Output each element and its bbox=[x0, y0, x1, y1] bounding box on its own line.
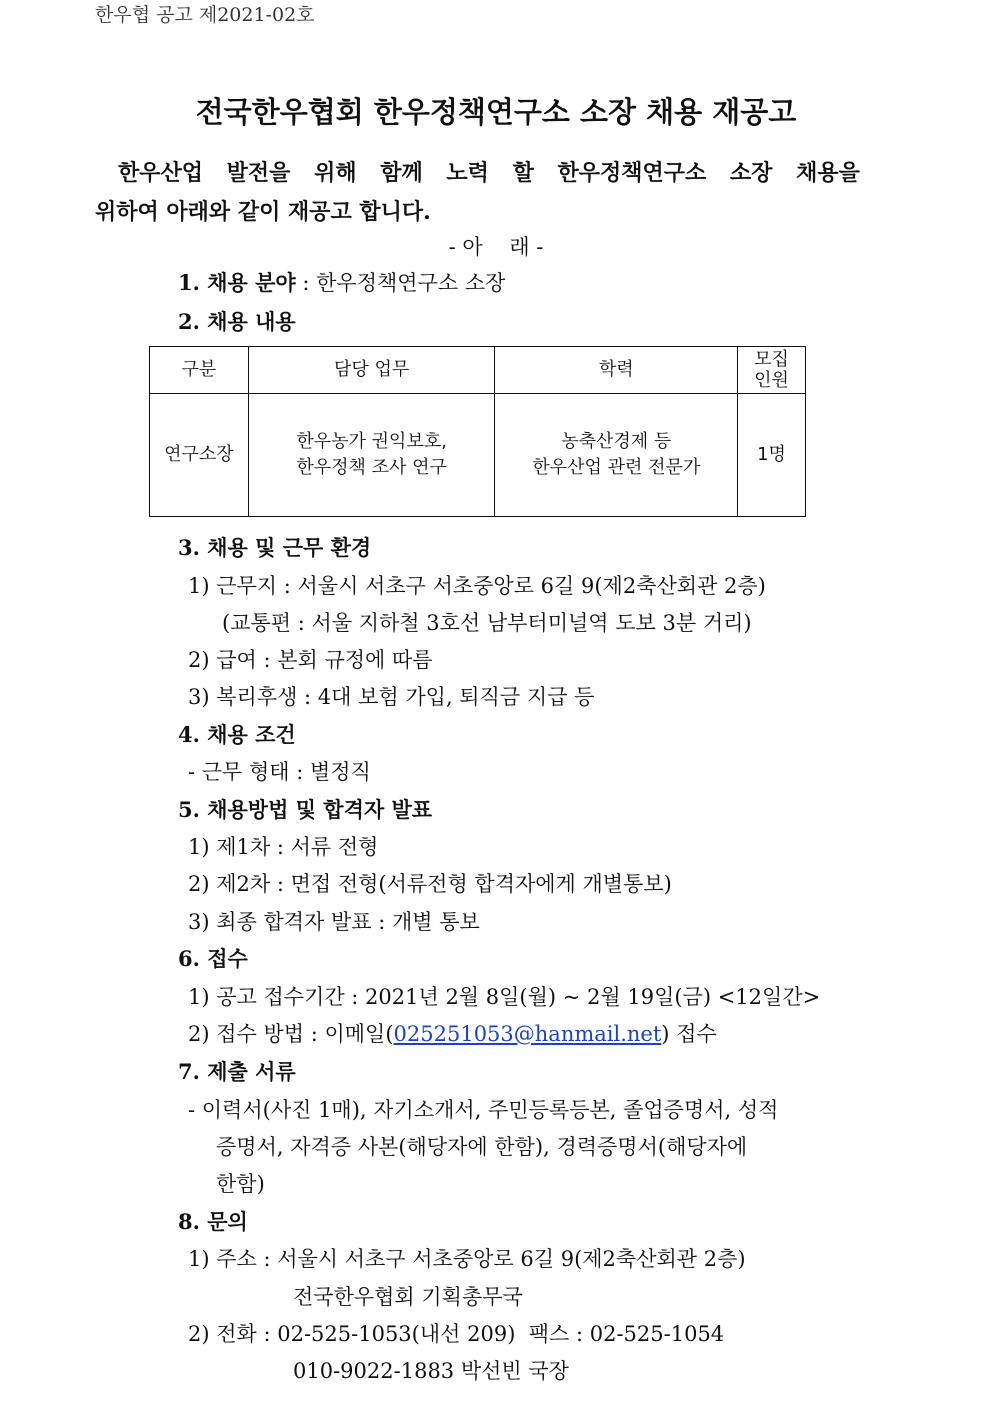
section-1-heading: 1. 채용 분야 bbox=[178, 270, 296, 295]
section-1-value: 한우정책연구소 소장 bbox=[316, 271, 506, 295]
section-3-heading: 3. 채용 및 근무 환경 bbox=[178, 535, 372, 560]
header-category: 구분 bbox=[150, 347, 249, 394]
intro-line-2: 위하여 아래와 같이 재공고 합니다. bbox=[95, 199, 431, 225]
intro-line-1: 한우산업 발전을 위해 함께 노력 할 한우정책연구소 소장 채용을 bbox=[118, 160, 860, 186]
cell-count: 1명 bbox=[738, 394, 806, 517]
email-link[interactable]: 025251053@hanmail.net bbox=[393, 1022, 662, 1046]
section-4-item-worktype: - 근무 형태 : 별정직 bbox=[188, 760, 371, 784]
section-3-item-salary: 2) 급여 : 본회 규정에 따름 bbox=[188, 648, 433, 672]
section-8-heading: 8. 문의 bbox=[178, 1209, 248, 1234]
section-1 bbox=[178, 267, 505, 297]
section-3-item-workplace: 1) 근무지 : 서울시 서초구 서초중앙로 6길 9(제2축산회관 2층) bbox=[188, 574, 766, 598]
header-duty: 담당 업무 bbox=[248, 347, 495, 394]
method-prefix: 2) 접수 방법 : 이메일( bbox=[188, 1022, 394, 1046]
cell-duty-line1: 한우농가 권익보호, bbox=[296, 431, 447, 452]
header-count-line1: 모집 bbox=[754, 349, 789, 370]
section-8-department: 전국한우협회 기획총무국 bbox=[293, 1285, 523, 1309]
section-3-item-transport: (교통편 : 서울 지하철 3호선 남부터미널역 도보 3분 거리) bbox=[222, 611, 752, 635]
section-3-item-welfare: 3) 복리후생 : 4대 보험 가입, 퇴직금 지급 등 bbox=[188, 685, 595, 709]
cell-position: 연구소장 bbox=[150, 394, 249, 517]
section-4-heading: 4. 채용 조건 bbox=[178, 722, 296, 747]
section-2 bbox=[178, 306, 296, 336]
below-marker: - 아 래 - bbox=[448, 235, 544, 259]
section-5-item-final: 3) 최종 합격자 발표 : 개별 통보 bbox=[188, 910, 480, 934]
cell-education bbox=[495, 394, 738, 517]
section-8-address: 1) 주소 : 서울시 서초구 서초중앙로 6길 9(제2축산회관 2층) bbox=[188, 1247, 746, 1271]
cell-duty bbox=[248, 394, 495, 517]
header-education: 학력 bbox=[495, 347, 738, 394]
section-7-line-1: - 이력서(사진 1매), 자기소개서, 주민등록등본, 졸업증명서, 성적 bbox=[188, 1098, 779, 1122]
notice-number: 한우협 공고 제2021-02호 bbox=[95, 4, 315, 26]
section-1-separator: : bbox=[295, 271, 317, 295]
section-8-phone: 2) 전화 : 02-525-1053(내선 209) 팩스 : 02-525-1054 bbox=[188, 1322, 725, 1346]
section-5-item-first: 1) 제1차 : 서류 전형 bbox=[188, 835, 379, 859]
recruit-table bbox=[149, 346, 806, 517]
section-2-heading: 2. 채용 내용 bbox=[178, 309, 296, 334]
table-row bbox=[150, 394, 806, 517]
section-6-item-method bbox=[188, 1018, 717, 1048]
section-5-heading: 5. 채용방법 및 합격자 발표 bbox=[178, 797, 433, 822]
section-7-line-3: 한함) bbox=[216, 1172, 265, 1196]
section-5-item-second: 2) 제2차 : 면접 전형(서류전형 합격자에게 개별통보) bbox=[188, 872, 672, 896]
cell-education-line2: 한우산업 관련 전문가 bbox=[532, 457, 701, 478]
table-header-row bbox=[150, 347, 806, 394]
section-6-item-period: 1) 공고 접수기간 : 2021년 2월 8일(월) ~ 2월 19일(금) <12일간> bbox=[188, 985, 821, 1009]
document-title: 전국한우협회 한우정책연구소 소장 채용 재공고 bbox=[195, 95, 797, 129]
section-6-heading: 6. 접수 bbox=[178, 946, 248, 971]
section-8-mobile: 010-9022-1883 박선빈 국장 bbox=[293, 1359, 569, 1383]
header-count bbox=[738, 347, 806, 394]
section-7-line-2: 증명서, 자격증 사본(해당자에 한함), 경력증명서(해당자에 bbox=[216, 1135, 748, 1159]
cell-duty-line2: 한우정책 조사 연구 bbox=[296, 457, 447, 478]
header-count-line2: 인원 bbox=[754, 370, 789, 391]
method-suffix: ) 접수 bbox=[661, 1022, 717, 1046]
section-7-heading: 7. 제출 서류 bbox=[178, 1059, 296, 1084]
cell-education-line1: 농축산경제 등 bbox=[561, 431, 672, 452]
